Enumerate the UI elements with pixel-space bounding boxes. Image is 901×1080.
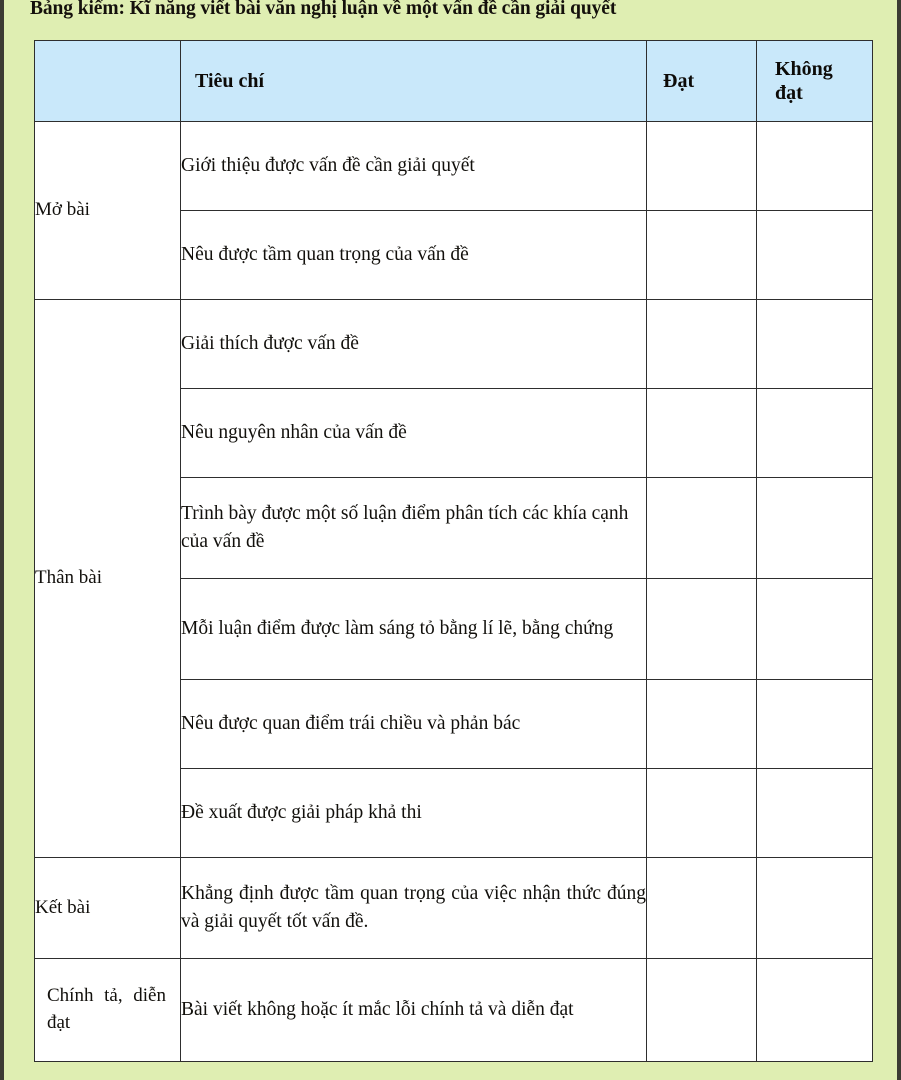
pass-checkbox-cell[interactable] [647, 769, 757, 858]
rubric-table [34, 40, 873, 1062]
pass-checkbox-cell[interactable] [647, 211, 757, 300]
criterion-cell: Mỗi luận điểm được làm sáng tỏ bằng lí lẽ, bằng chứng [181, 579, 647, 680]
criterion-cell: Đề xuất được giải pháp khả thi [181, 769, 647, 858]
pass-checkbox-cell[interactable] [647, 478, 757, 579]
pass-checkbox-cell[interactable] [647, 680, 757, 769]
criterion-cell: Nêu được quan điểm trái chiều và phản bác [181, 680, 647, 769]
table-row [35, 858, 873, 959]
criterion-cell: Nêu được tầm quan trọng của vấn đề [181, 211, 647, 300]
fail-checkbox-cell[interactable] [757, 769, 873, 858]
pass-checkbox-cell[interactable] [647, 389, 757, 478]
fail-checkbox-cell[interactable] [757, 959, 873, 1062]
pass-checkbox-cell[interactable] [647, 300, 757, 389]
fail-checkbox-cell[interactable] [757, 858, 873, 959]
criterion-cell: Bài viết không hoặc ít mắc lỗi chính tả và diễn đạt [181, 959, 647, 1062]
criterion-cell: Trình bày được một số luận điểm phân tích các khía cạnh của vấn đề [181, 478, 647, 579]
fail-checkbox-cell[interactable] [757, 680, 873, 769]
table-header [35, 41, 873, 122]
rubric-table-container [34, 40, 872, 1062]
header-cell-fail [757, 41, 873, 122]
fail-checkbox-cell[interactable] [757, 478, 873, 579]
header-label-criteria: Tiêu chí [195, 70, 265, 92]
criterion-cell: Nêu nguyên nhân của vấn đề [181, 389, 647, 478]
fail-checkbox-cell[interactable] [757, 389, 873, 478]
part-cell-chinh-ta: Chính tả, diễn đạt [35, 959, 181, 1062]
header-row [35, 41, 873, 122]
header-cell-pass [647, 41, 757, 122]
pass-checkbox-cell[interactable] [647, 122, 757, 211]
header-cell-part [35, 41, 181, 122]
header-label-pass: Đạt [663, 70, 695, 92]
page-title: Bảng kiểm: Kĩ năng viết bài văn nghị luận về một vấn đề cần giải quyết [30, 0, 617, 19]
criterion-cell: Khẳng định được tầm quan trọng của việc nhận thức đúng và giải quyết tốt vấn đề. [181, 858, 647, 959]
pass-checkbox-cell[interactable] [647, 858, 757, 959]
table-row [35, 959, 873, 1062]
part-cell-ket-bai: Kết bài [35, 858, 181, 959]
header-cell-criteria [181, 41, 647, 122]
pass-checkbox-cell[interactable] [647, 959, 757, 1062]
table-row [35, 122, 873, 211]
criterion-cell: Giải thích được vấn đề [181, 300, 647, 389]
criterion-cell: Giới thiệu được vấn đề cần giải quyết [181, 122, 647, 211]
fail-checkbox-cell[interactable] [757, 579, 873, 680]
part-cell-than-bai: Thân bài [35, 300, 181, 858]
table-row [35, 300, 873, 389]
table-body [35, 122, 873, 1062]
fail-checkbox-cell[interactable] [757, 211, 873, 300]
part-cell-mo-bai: Mở bài [35, 122, 181, 300]
fail-checkbox-cell[interactable] [757, 300, 873, 389]
fail-checkbox-cell[interactable] [757, 122, 873, 211]
pass-checkbox-cell[interactable] [647, 579, 757, 680]
header-label-fail: Không đạt [775, 58, 833, 104]
